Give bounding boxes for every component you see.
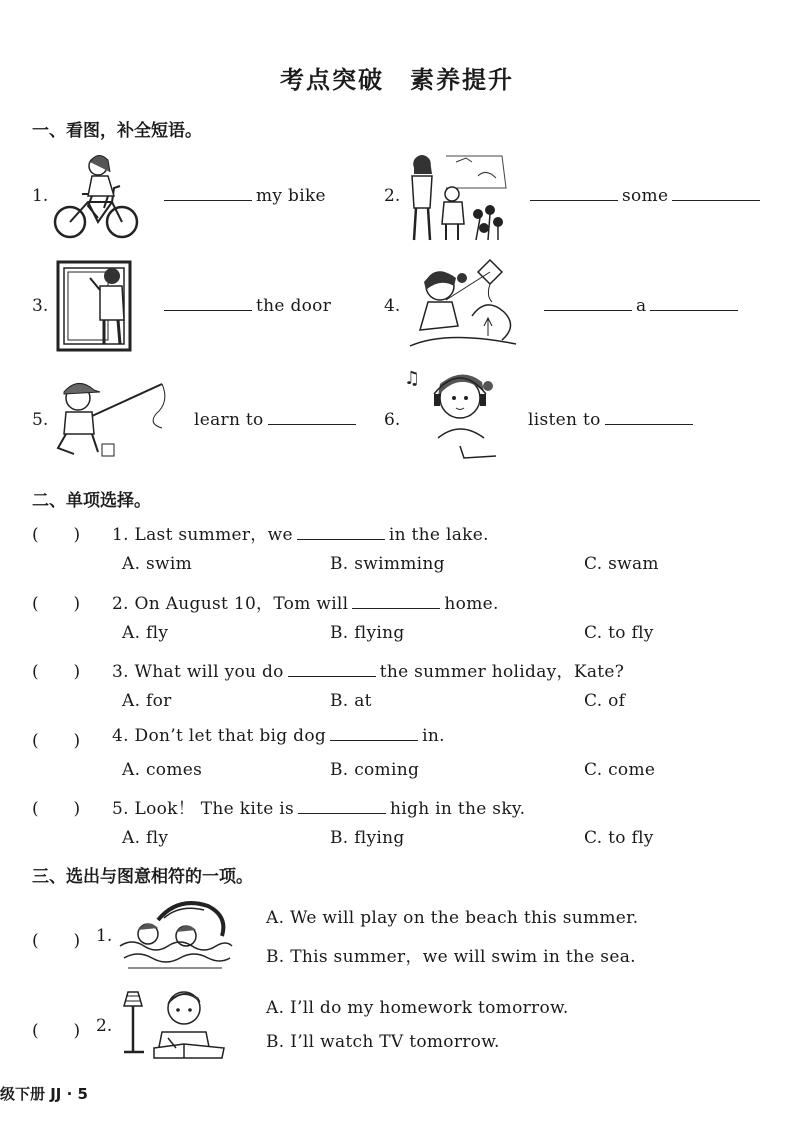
- answer-blank: [352, 594, 440, 609]
- option-c: C. swam: [584, 554, 659, 574]
- boy-closing-door-picture: [54, 258, 134, 354]
- question-4: 4. Don’t let that big dog in.: [112, 726, 445, 746]
- option-b: B. flying: [330, 623, 405, 643]
- question-1: 1. Last summer，we in the lake.: [112, 525, 489, 545]
- question-5: 5. Look！ The kite is high in the sky.: [112, 799, 526, 819]
- option-a: A. We will play on the beach this summer.: [266, 908, 639, 928]
- answer-blank[interactable]: [530, 186, 618, 201]
- item-number: 1.: [96, 926, 113, 946]
- item-number: 5.: [32, 410, 49, 430]
- boy-fishing-picture: [52, 372, 176, 460]
- option-a: A. I’ll do my homework tomorrow.: [266, 998, 569, 1018]
- answer-blank: [298, 799, 386, 814]
- answer-blank: [288, 662, 376, 677]
- answer-paren[interactable]: ( ): [32, 662, 81, 682]
- mother-daughter-flowers-picture: [406, 148, 510, 244]
- answer-blank: [330, 726, 418, 741]
- answer-blank[interactable]: [650, 296, 738, 311]
- option-a: A. fly: [122, 828, 169, 848]
- phrase-6: listen to: [528, 410, 697, 430]
- children-swimming-picture: [118, 896, 234, 972]
- answer-paren[interactable]: ( ): [32, 799, 81, 819]
- answer-blank: [297, 525, 385, 540]
- section-heading-2: 二、单项选择。: [32, 491, 151, 511]
- phrase-2: some: [526, 186, 764, 206]
- answer-blank[interactable]: [605, 410, 693, 425]
- answer-blank[interactable]: [268, 410, 356, 425]
- girl-riding-bike-picture: [52, 148, 140, 244]
- boy-homework-lamp-picture: [118, 986, 230, 1062]
- svg-text:♫: ♫: [404, 368, 421, 389]
- item-number: 3.: [32, 296, 49, 316]
- item-number: 2.: [96, 1016, 113, 1036]
- item-number: 2.: [384, 186, 401, 206]
- option-c: C. to fly: [584, 623, 654, 643]
- phrase-4: a: [540, 296, 742, 316]
- question-2: 2. On August 10，Tom will home.: [112, 594, 499, 614]
- option-a: A. swim: [122, 554, 193, 574]
- option-b: B. flying: [330, 828, 405, 848]
- item-number: 4.: [384, 296, 401, 316]
- page-title: 考点突破 素养提升: [280, 66, 514, 94]
- phrase-1: my bike: [160, 186, 326, 206]
- girl-listening-music-picture: [404, 366, 508, 470]
- option-b: B. coming: [330, 760, 420, 780]
- option-c: C. to fly: [584, 828, 654, 848]
- option-a: A. for: [122, 691, 172, 711]
- option-a: A. fly: [122, 623, 169, 643]
- option-b: B. swimming: [330, 554, 445, 574]
- option-a: A. comes: [122, 760, 203, 780]
- option-b: B. I’ll watch TV tomorrow.: [266, 1032, 500, 1052]
- girl-flying-kite-picture: [406, 256, 520, 352]
- option-b: B. at: [330, 691, 372, 711]
- answer-paren[interactable]: ( ): [32, 931, 81, 951]
- phrase-5: learn to: [194, 410, 360, 430]
- answer-blank[interactable]: [164, 296, 252, 311]
- answer-paren[interactable]: ( ): [32, 525, 81, 545]
- answer-paren[interactable]: ( ): [32, 731, 81, 751]
- section-heading-1: 一、看图，补全短语。: [32, 121, 202, 141]
- phrase-3: the door: [160, 296, 331, 316]
- section-heading-3: 三、选出与图意相符的一项。: [32, 867, 253, 887]
- answer-blank[interactable]: [672, 186, 760, 201]
- answer-blank[interactable]: [544, 296, 632, 311]
- option-b: B. This summer，we will swim in the sea.: [266, 947, 636, 967]
- answer-paren[interactable]: ( ): [32, 1021, 81, 1041]
- page-footer: 级下册 JJ · 5: [0, 1085, 88, 1103]
- answer-blank[interactable]: [164, 186, 252, 201]
- item-number: 6.: [384, 410, 401, 430]
- answer-paren[interactable]: ( ): [32, 594, 81, 614]
- option-c: C. of: [584, 691, 626, 711]
- option-c: C. come: [584, 760, 656, 780]
- item-number: 1.: [32, 186, 49, 206]
- question-3: 3. What will you do the summer holiday，Kate?: [112, 662, 625, 682]
